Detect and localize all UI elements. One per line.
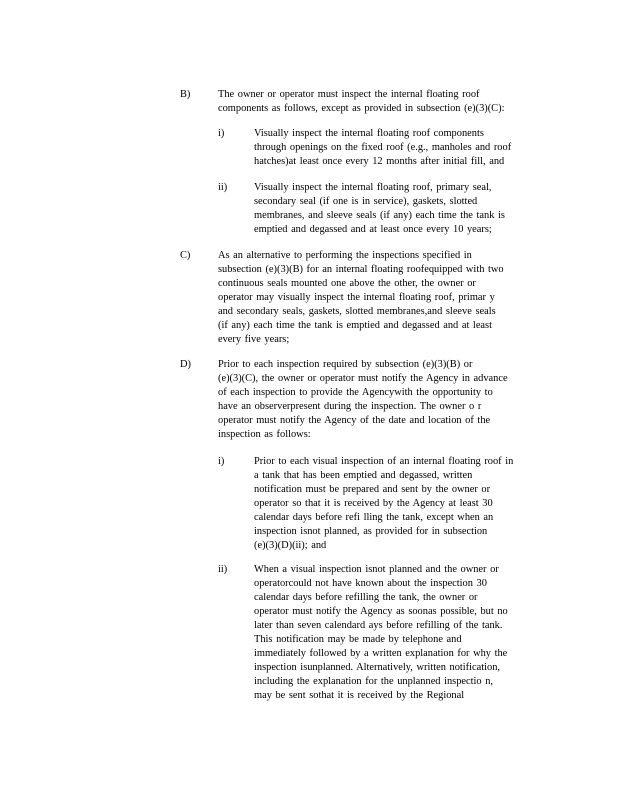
text-line: calendar days before refilling the tank, the owner or: [254, 592, 478, 603]
text-line: inspection isunplanned. Alternatively, written notification,: [254, 662, 501, 673]
item-b-i-text: [254, 127, 541, 169]
text-line: Prior to each inspection required by subsection (e)(3)(B) or: [218, 359, 473, 370]
item-b-i-label: i): [218, 128, 225, 139]
text-line: This notification may be made by telephone and: [254, 634, 462, 645]
text-line: every five years;: [218, 334, 290, 345]
text-line: secondary seal (if one is in service), gaskets, slotted: [254, 196, 478, 207]
text-line: Prior to each visual inspection of an internal floating roof in: [254, 456, 514, 467]
text-line: When a visual inspection isnot planned and the owner or: [254, 564, 499, 575]
text-line: operator must notify the Agency as soonas possible, but no: [254, 606, 508, 617]
text-line: have an observerpresent during the inspection. The owner o r: [218, 401, 482, 412]
text-line: operatorcould not have known about the inspection 30: [254, 578, 487, 589]
text-line: operator may visually inspect the internal floating roof, primar y: [218, 292, 495, 303]
text-line: (if any) each time the tank is emptied and degassed and at least: [218, 320, 492, 331]
section-b-label: B): [180, 89, 191, 100]
text-line: and secondary seals, gaskets, slotted membranes,and sleeve seals: [218, 306, 496, 317]
section-c-label: C): [180, 250, 191, 261]
text-line: The owner or operator must inspect the internal floating roof: [218, 89, 480, 100]
text-line: inspection as follows:: [218, 429, 311, 440]
text-line: Visually inspect the internal floating roof, primary seal,: [254, 182, 492, 193]
text-line: of each inspection to provide the Agencywith the opportunity to: [218, 387, 493, 398]
text-line: operator so that it is received by the Agency at least 30: [254, 498, 493, 509]
section-c-text: [218, 249, 540, 347]
text-line: hatches)at least once every 12 months after initial fill, and: [254, 156, 505, 167]
text-line: membranes, and sleeve seals (if any) each time the tank is: [254, 210, 505, 221]
item-d-i-text: [254, 455, 542, 553]
text-line: (e)(3)(D)(ii); and: [254, 540, 327, 551]
item-b-ii-text: [254, 181, 541, 237]
item-b-ii-label: ii): [218, 182, 228, 193]
text-line: As an alternative to performing the inspections specified in: [218, 250, 472, 261]
section-b-text: [218, 88, 530, 116]
text-line: notification must be prepared and sent by the owner or: [254, 484, 491, 495]
text-line: a tank that has been emptied and degassed, written: [254, 470, 473, 481]
text-line: may be sent sothat it is received by the Regional: [254, 690, 465, 701]
item-d-ii-text: [254, 563, 542, 703]
text-line: later than seven calendard ays before refilling of the tank.: [254, 620, 503, 631]
text-line: operator must notify the Agency of the date and location of the: [218, 415, 491, 426]
text-line: calendar days before refi lling the tank, except when an: [254, 512, 494, 523]
text-line: components as follows, except as provided in subsection (e)(3)(C):: [218, 103, 505, 114]
item-d-i-label: i): [218, 456, 225, 467]
text-line: inspection isnot planned, as provided for in subsection: [254, 526, 488, 537]
text-line: immediately followed by a written explanation for why the: [254, 648, 508, 659]
text-line: subsection (e)(3)(B) for an internal floating roofequipped with two: [218, 264, 504, 275]
text-line: including the explanation for the unplanned inspectio n,: [254, 676, 493, 687]
text-line: emptied and degassed and at least once every 10 years;: [254, 224, 492, 235]
text-line: Visually inspect the internal floating roof components: [254, 128, 484, 139]
text-line: continuous seals mounted one above the other, the owner or: [218, 278, 476, 289]
text-line: (e)(3)(C), the owner or operator must notify the Agency in advance: [218, 373, 508, 384]
item-d-ii-label: ii): [218, 564, 228, 575]
text-line: through openings on the fixed roof (e.g., manholes and roof: [254, 142, 512, 153]
section-d-text: [218, 358, 540, 442]
section-d-label: D): [180, 359, 191, 370]
